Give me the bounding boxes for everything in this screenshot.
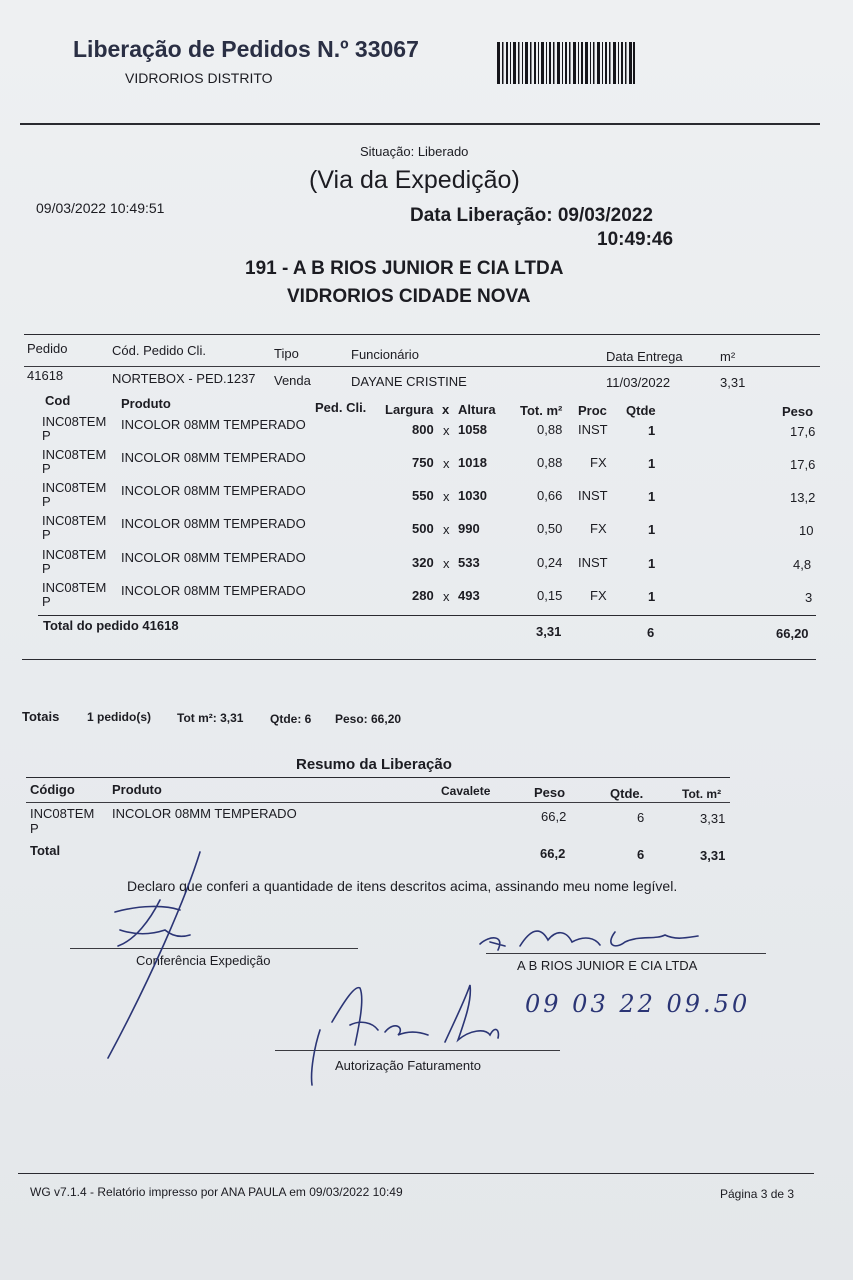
item-cod-suffix: P bbox=[42, 428, 51, 443]
item-tot-m2: 0,88 bbox=[537, 422, 563, 437]
item-peso: 3 bbox=[805, 590, 813, 605]
item-x: x bbox=[443, 456, 450, 471]
order-type: Venda bbox=[274, 373, 311, 388]
order-client-code: NORTEBOX - PED.1237 bbox=[112, 371, 256, 386]
resumo-col-tot-m2: Tot. m² bbox=[682, 787, 722, 801]
resumo-codigo-suffix: P bbox=[30, 821, 39, 836]
order-employee: DAYANE CRISTINE bbox=[351, 374, 467, 389]
handwritten-date: 09 03 22 09.50 bbox=[525, 990, 751, 1018]
item-largura: 280 bbox=[412, 588, 434, 603]
col-proc: Proc bbox=[578, 403, 607, 418]
col-tipo: Tipo bbox=[274, 346, 299, 361]
item-qtde: 1 bbox=[648, 423, 656, 438]
client-name: 191 - A B RIOS JUNIOR E CIA LTDA bbox=[245, 258, 564, 279]
resumo-qtde: 6 bbox=[637, 810, 645, 825]
col-pedido: Pedido bbox=[27, 341, 68, 356]
totais-qtde: Qtde: 6 bbox=[270, 712, 312, 726]
item-proc: INST bbox=[578, 422, 608, 437]
item-tot-m2: 0,24 bbox=[537, 555, 563, 570]
item-altura: 1018 bbox=[458, 455, 487, 470]
item-cod-suffix: P bbox=[42, 527, 51, 542]
item-cod: INC08TEM bbox=[42, 414, 107, 429]
col-altura: Altura bbox=[458, 402, 496, 417]
resumo-total-tot-m2: 3,31 bbox=[700, 848, 726, 863]
item-qtde: 1 bbox=[648, 456, 656, 471]
item-altura: 1030 bbox=[458, 488, 487, 503]
col-funcionario: Funcionário bbox=[351, 347, 419, 362]
item-qtde: 1 bbox=[648, 556, 656, 571]
item-proc: FX bbox=[590, 588, 607, 603]
order-total-label: Total do pedido 41618 bbox=[43, 618, 179, 633]
col-ped-cli: Ped. Cli. bbox=[315, 400, 367, 415]
conferencia-label: Conferência Expedição bbox=[136, 953, 271, 968]
resumo-total-label: Total bbox=[30, 843, 61, 858]
item-tot-m2: 0,15 bbox=[537, 588, 563, 603]
item-largura: 800 bbox=[412, 422, 434, 437]
item-proc: INST bbox=[578, 488, 608, 503]
item-altura: 493 bbox=[458, 588, 480, 603]
item-produto: INCOLOR 08MM TEMPERADO bbox=[121, 483, 306, 498]
item-altura: 533 bbox=[458, 555, 480, 570]
item-cod: INC08TEM bbox=[42, 480, 107, 495]
col-cod-pedido-cli: Cód. Pedido Cli. bbox=[112, 343, 206, 358]
resumo-col-codigo: Código bbox=[30, 782, 75, 797]
item-tot-m2: 0,50 bbox=[537, 521, 563, 536]
item-altura: 1058 bbox=[458, 422, 487, 437]
item-produto: INCOLOR 08MM TEMPERADO bbox=[121, 417, 306, 432]
col-qtde: Qtde bbox=[626, 403, 656, 418]
resumo-col-produto: Produto bbox=[112, 782, 162, 797]
order-total-peso: 66,20 bbox=[776, 626, 809, 641]
item-peso: 10 bbox=[799, 523, 814, 538]
resumo-col-qtde: Qtde. bbox=[610, 786, 644, 801]
item-altura: 990 bbox=[458, 521, 480, 536]
totais-m2: Tot m²: 3,31 bbox=[177, 711, 244, 725]
item-x: x bbox=[443, 423, 450, 438]
order-delivery-date: 11/03/2022 bbox=[606, 375, 671, 390]
item-produto: INCOLOR 08MM TEMPERADO bbox=[121, 550, 306, 565]
resumo-total-qtde: 6 bbox=[637, 847, 645, 862]
resumo-title: Resumo da Liberação bbox=[296, 756, 452, 773]
col-cod: Cod bbox=[45, 393, 71, 408]
item-cod: INC08TEM bbox=[42, 547, 107, 562]
header-divider bbox=[20, 123, 820, 125]
col-data-entrega: Data Entrega bbox=[606, 349, 683, 364]
order-total-qtde: 6 bbox=[647, 625, 655, 640]
item-proc: FX bbox=[590, 521, 607, 536]
resumo-codigo: INC08TEM bbox=[30, 806, 95, 821]
declaration-text: Declaro que conferi a quantidade de itens descritos acima, assinando meu nome legível. bbox=[127, 878, 678, 894]
item-cod-suffix: P bbox=[42, 461, 51, 476]
resumo-col-peso: Peso bbox=[534, 785, 566, 800]
item-tot-m2: 0,66 bbox=[537, 488, 563, 503]
resumo-tot-m2: 3,31 bbox=[700, 811, 726, 826]
order-bottom-divider bbox=[22, 659, 816, 660]
company-name: VIDRORIOS DISTRITO bbox=[125, 70, 273, 86]
order-number: 41618 bbox=[27, 368, 64, 383]
resumo-top-divider bbox=[26, 777, 730, 778]
totais-label: Totais bbox=[22, 709, 60, 724]
footer-divider bbox=[18, 1173, 814, 1174]
item-x: x bbox=[443, 556, 450, 571]
resumo-produto: INCOLOR 08MM TEMPERADO bbox=[112, 806, 297, 821]
printed-at: 09/03/2022 10:49:51 bbox=[36, 200, 165, 216]
footer-printed-by: WG v7.1.4 - Relatório impresso por ANA PAULA em 09/03/2022 10:49 bbox=[30, 1185, 403, 1199]
item-x: x bbox=[443, 522, 450, 537]
col-m2: m² bbox=[720, 349, 736, 364]
resumo-total-peso: 66,2 bbox=[540, 846, 566, 861]
status-text: Situação: Liberado bbox=[360, 144, 469, 159]
item-cod: INC08TEM bbox=[42, 513, 107, 528]
item-cod-suffix: P bbox=[42, 594, 51, 609]
resumo-col-cavalete: Cavalete bbox=[441, 784, 491, 798]
footer-page-number: Página 3 de 3 bbox=[720, 1187, 795, 1201]
item-cod-suffix: P bbox=[42, 561, 51, 576]
item-x: x bbox=[443, 589, 450, 604]
order-total-m2: 3,31 bbox=[536, 624, 562, 639]
item-largura: 320 bbox=[412, 555, 434, 570]
col-produto: Produto bbox=[121, 396, 171, 411]
item-produto: INCOLOR 08MM TEMPERADO bbox=[121, 516, 306, 531]
cliente-signature-line bbox=[486, 953, 766, 954]
resumo-header-divider bbox=[26, 802, 730, 803]
col-largura: Largura bbox=[385, 402, 434, 417]
conferencia-signature-line bbox=[70, 948, 358, 949]
order-header-divider bbox=[24, 366, 820, 367]
autorizacao-signature-line bbox=[275, 1050, 560, 1051]
item-x: x bbox=[443, 489, 450, 504]
item-produto: INCOLOR 08MM TEMPERADO bbox=[121, 450, 306, 465]
item-produto: INCOLOR 08MM TEMPERADO bbox=[121, 583, 306, 598]
item-largura: 750 bbox=[412, 455, 434, 470]
release-time: 10:49:46 bbox=[597, 229, 674, 250]
item-peso: 17,6 bbox=[790, 424, 816, 439]
autorizacao-label: Autorização Faturamento bbox=[335, 1058, 481, 1073]
item-cod: INC08TEM bbox=[42, 580, 107, 595]
col-tot-m2: Tot. m² bbox=[520, 403, 563, 418]
item-tot-m2: 0,88 bbox=[537, 455, 563, 470]
item-largura: 550 bbox=[412, 488, 434, 503]
cliente-signature-label: A B RIOS JUNIOR E CIA LTDA bbox=[517, 958, 698, 973]
barcode bbox=[497, 42, 635, 84]
col-peso: Peso bbox=[782, 404, 814, 419]
resumo-peso: 66,2 bbox=[541, 809, 567, 824]
item-peso: 17,6 bbox=[790, 457, 816, 472]
item-peso: 13,2 bbox=[790, 490, 816, 505]
item-qtde: 1 bbox=[648, 489, 656, 504]
item-cod: INC08TEM bbox=[42, 447, 107, 462]
release-date: Data Liberação: 09/03/2022 bbox=[410, 205, 653, 226]
item-qtde: 1 bbox=[648, 522, 656, 537]
store-name: VIDRORIOS CIDADE NOVA bbox=[287, 286, 531, 307]
order-m2: 3,31 bbox=[720, 375, 746, 390]
document-title: Liberação de Pedidos N.º 33067 bbox=[73, 36, 419, 62]
item-cod-suffix: P bbox=[42, 494, 51, 509]
via-title: (Via da Expedição) bbox=[309, 166, 520, 194]
items-total-divider bbox=[38, 615, 816, 616]
order-top-divider bbox=[24, 334, 820, 335]
item-largura: 500 bbox=[412, 521, 434, 536]
item-qtde: 1 bbox=[648, 589, 656, 604]
item-proc: FX bbox=[590, 455, 607, 470]
col-x: x bbox=[442, 402, 450, 417]
totais-peso: Peso: 66,20 bbox=[335, 712, 402, 726]
item-proc: INST bbox=[578, 555, 608, 570]
totais-pedidos: 1 pedido(s) bbox=[87, 710, 152, 724]
item-peso: 4,8 bbox=[793, 557, 812, 572]
